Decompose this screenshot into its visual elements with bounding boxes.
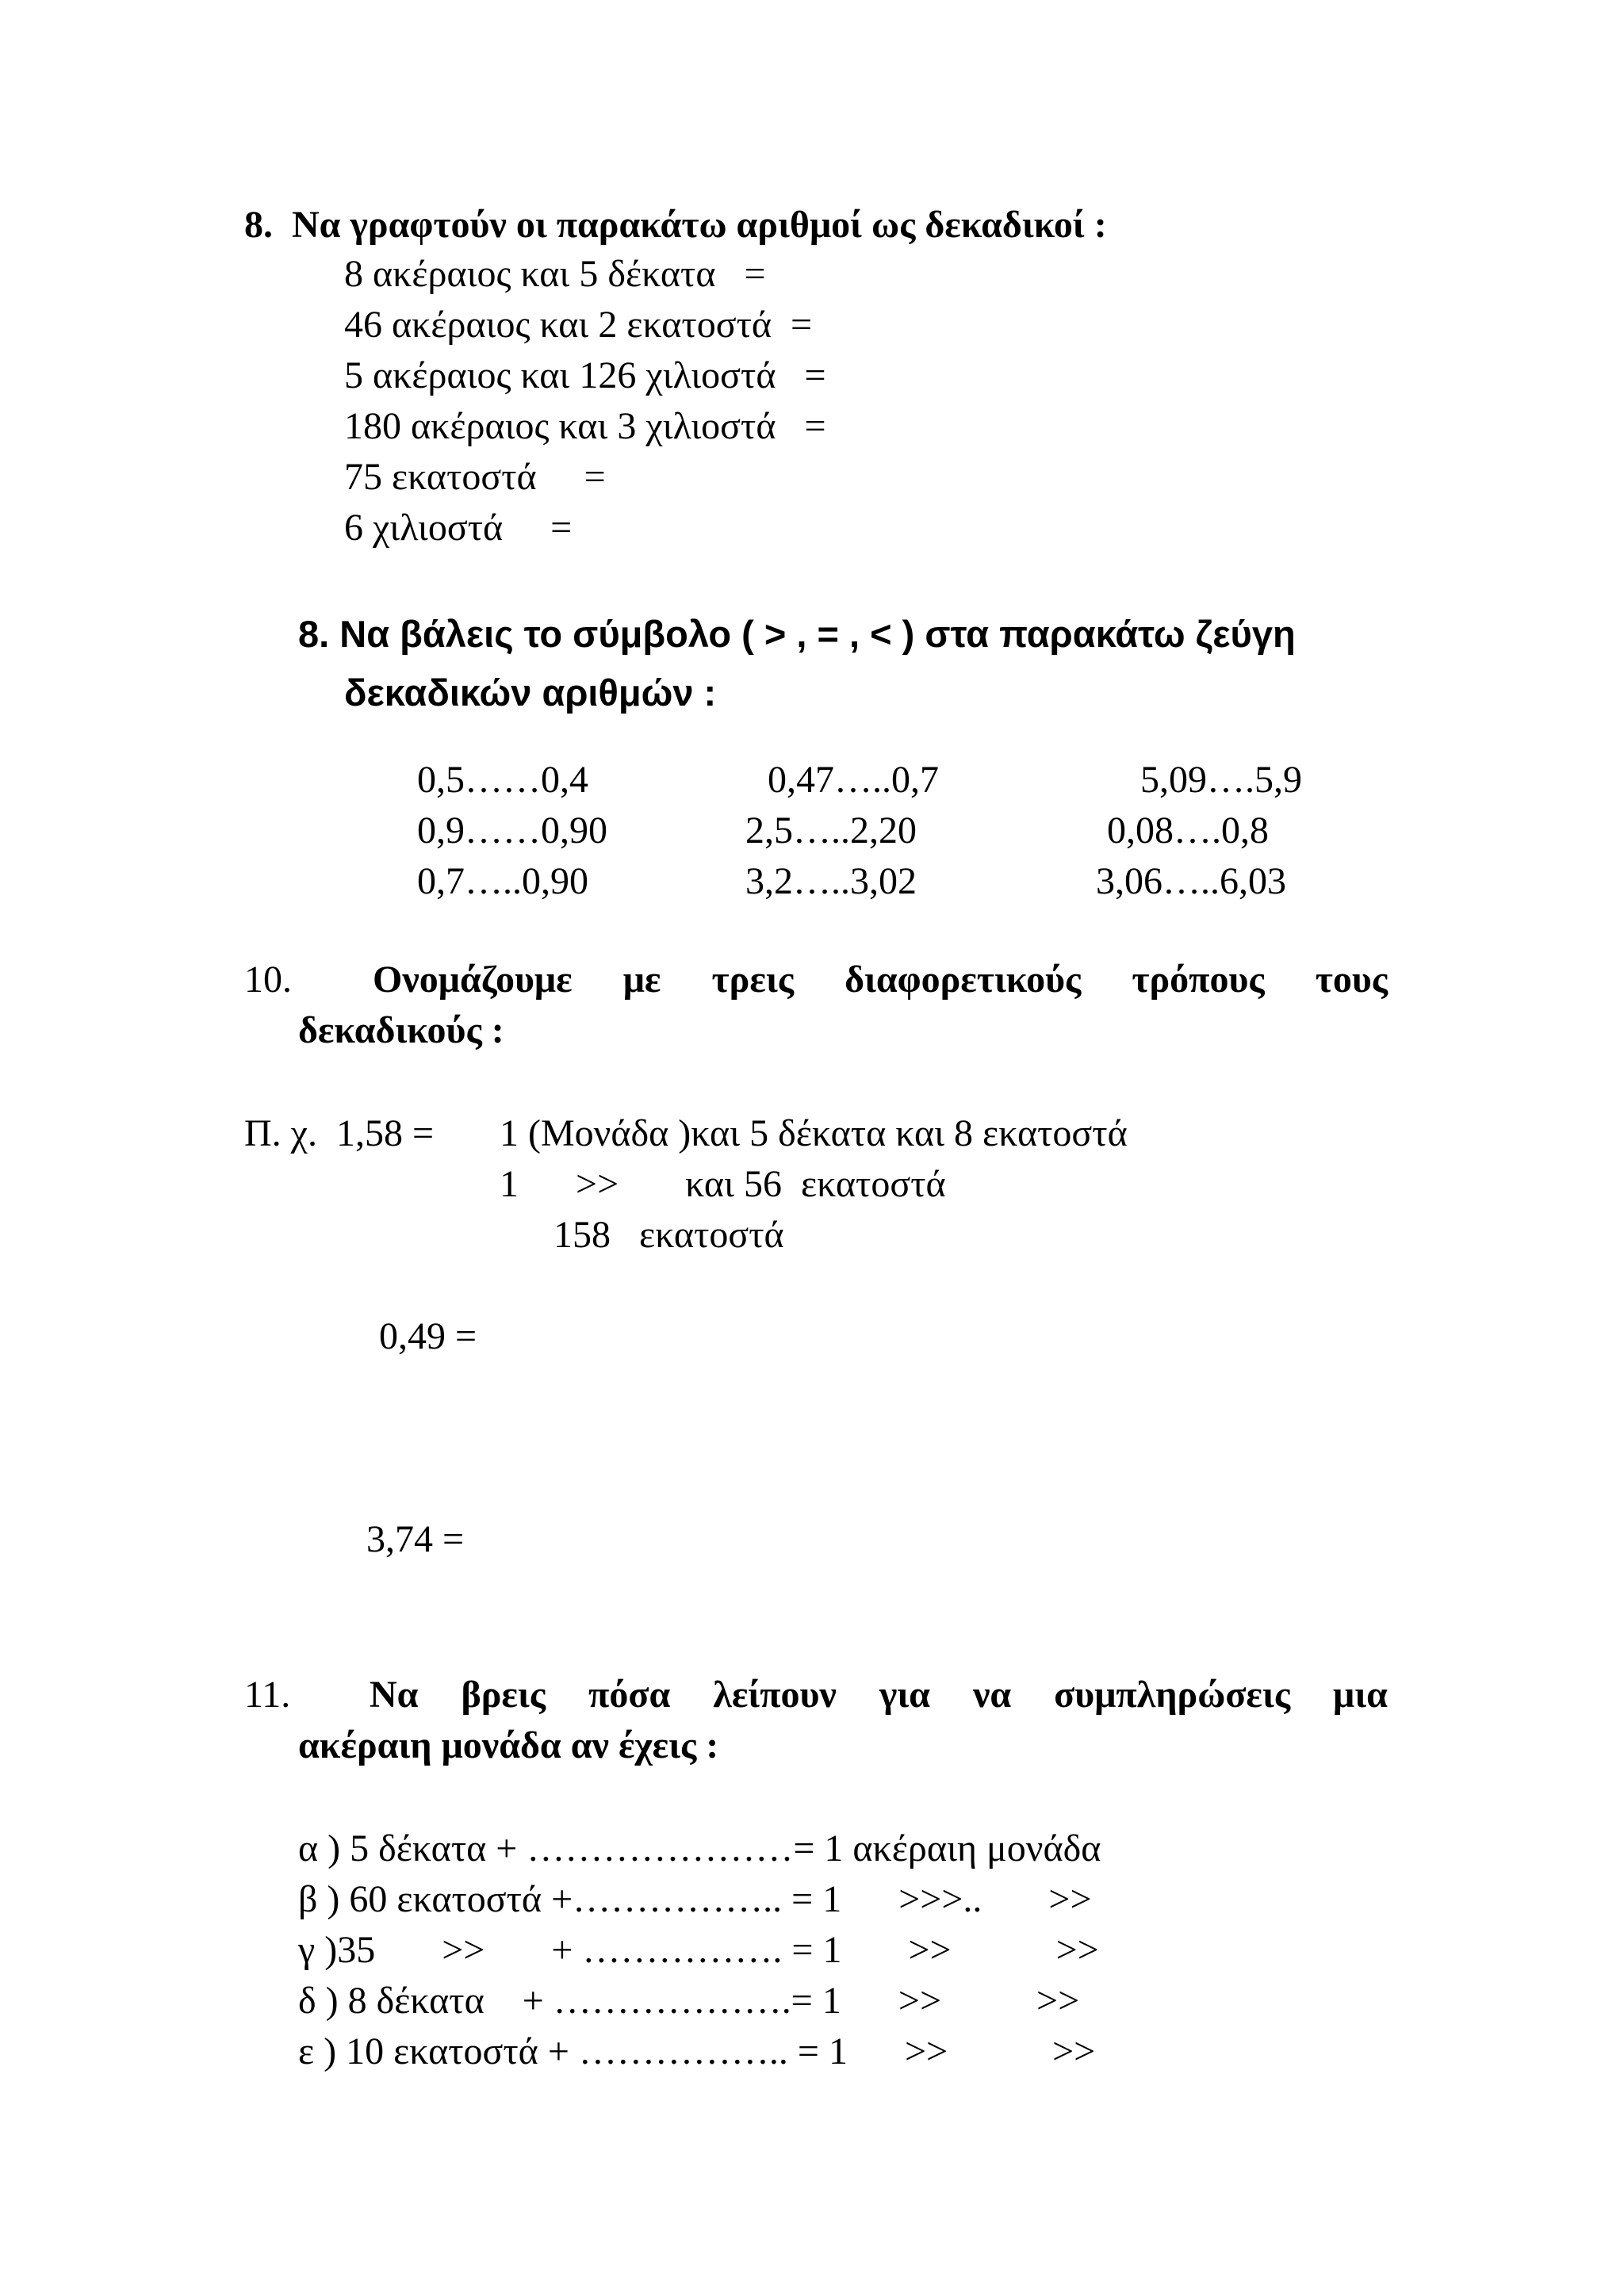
- q11-item: δ ) 8 δέκατα + ……………….= 1 >> >>: [298, 1980, 1080, 2022]
- q8b-title-line1: 8. Να βάλεις το σύμβολο ( > , = , < ) στα παρακάτω ζεύγη: [298, 613, 1296, 655]
- q10-example-line: 1 (Μονάδα )και 5 δέκατα και 8 εκατοστά: [500, 1112, 1128, 1154]
- q11-title-line1: [370, 1671, 1388, 1719]
- q8b-pair: 3,06…..6,03: [1096, 860, 1286, 902]
- q8a-title: Να γραφτούν οι παρακάτω αριθμοί ως δεκαδικοί :: [292, 204, 1107, 246]
- q8b-pair: 0,9……0,90: [417, 809, 607, 851]
- q8a-item: 180 ακέραιος και 3 χιλιοστά =: [344, 405, 826, 447]
- q10-title-word: με: [622, 959, 661, 1001]
- q10-title-word: τρόπους: [1132, 959, 1265, 1001]
- q8a-item: 46 ακέραιος και 2 εκατοστά =: [344, 304, 813, 346]
- q11-title-word: μια: [1333, 1674, 1388, 1716]
- q11-title-line2: ακέραιη μονάδα αν έχεις :: [298, 1724, 719, 1766]
- q8b-pair: 0,47…..0,7: [768, 759, 939, 801]
- q10-exercise: 3,74 =: [366, 1518, 465, 1560]
- q11-title-word: Να: [370, 1674, 419, 1716]
- q10-example-prefix: Π. χ. 1,58 =: [244, 1112, 435, 1154]
- q10-exercise: 0,49 =: [379, 1315, 477, 1357]
- q11-item: β ) 60 εκατοστά +…………….. = 1 >>>.. >>: [298, 1878, 1092, 1920]
- q8b-pair: 3,2…..3,02: [745, 860, 917, 902]
- q10-number: 10.: [244, 959, 292, 1001]
- q10-title-line1: [373, 956, 1388, 1004]
- q11-item: γ )35 >> + ……………. = 1 >> >>: [298, 1929, 1099, 1971]
- q11-title-word: συμπληρώσεις: [1054, 1674, 1291, 1716]
- q8b-pair: 5,09….5,9: [1140, 759, 1302, 801]
- q11-title-word: πόσα: [588, 1674, 671, 1716]
- q8b-title-line2: δεκαδικών αριθμών :: [344, 672, 717, 714]
- q8b-pair: 0,08….0,8: [1107, 809, 1269, 851]
- q8a-item: 5 ακέραιος και 126 χιλιοστά =: [344, 354, 826, 396]
- q8a-item: 8 ακέραιος και 5 δέκατα =: [344, 253, 766, 295]
- q8a-item: 6 χιλιοστά =: [344, 507, 573, 549]
- q8a-item: 75 εκατοστά =: [344, 456, 606, 498]
- q11-title-word: λείπουν: [713, 1674, 837, 1716]
- q11-item: α ) 5 δέκατα + …………………= 1 ακέραιη μονάδα: [298, 1827, 1101, 1869]
- q8b-pair: 0,5……0,4: [417, 759, 588, 801]
- q11-title-word: για: [879, 1674, 930, 1716]
- q10-title-line2: δεκαδικούς :: [298, 1009, 504, 1051]
- q10-example-line: 1 >> και 56 εκατοστά: [500, 1163, 946, 1205]
- q10-title-word: διαφορετικούς: [845, 959, 1082, 1001]
- q10-example-line: 158 εκατοστά: [553, 1214, 784, 1256]
- q8b-pair: 2,5…..2,20: [745, 809, 917, 851]
- q11-title-word: να: [972, 1674, 1012, 1716]
- q10-title-word: τους: [1315, 959, 1388, 1001]
- q11-number: 11.: [244, 1674, 291, 1716]
- q8a-heading: [244, 201, 1107, 249]
- q10-title-word: τρεις: [711, 959, 794, 1001]
- q8b-pair: 0,7…..0,90: [417, 860, 588, 902]
- q10-title-word: Ονομάζουμε: [373, 959, 573, 1001]
- q8a-number: 8.: [244, 204, 273, 246]
- q11-item: ε ) 10 εκατοστά + …………….. = 1 >> >>: [298, 2030, 1096, 2072]
- q11-title-word: βρεις: [461, 1674, 546, 1716]
